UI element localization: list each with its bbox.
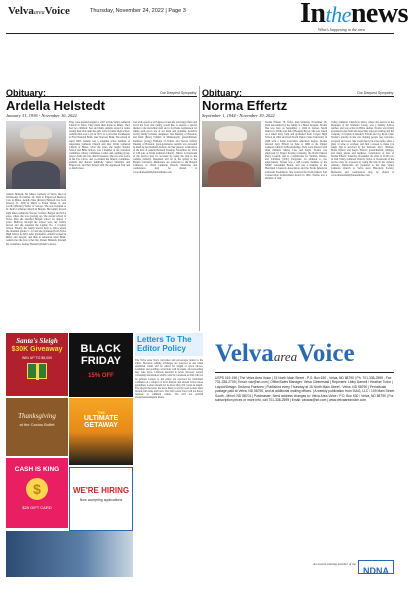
footer-brand-rule xyxy=(215,372,394,373)
footer-brand-area: area xyxy=(273,349,298,364)
ad-raffle-tag: WIN UP TO $5,000 xyxy=(22,356,52,360)
section-tagline: What's happening in the area xyxy=(318,27,365,32)
ad-getaway-line3: GETAWAY xyxy=(84,422,118,429)
ad-strip[interactable] xyxy=(6,531,133,577)
obit2-name: Norma Effertz xyxy=(202,98,288,113)
ad-getaway-line2: ULTIMATE xyxy=(83,415,119,422)
obit1-sponsor: Our Deepest Sympathy xyxy=(160,91,197,95)
obit1-col1: Ardella Helstedt, 86, Minot, formerly of Velva, died on Wednesday, November 16, 2022 at Edgewood Memory Care in Minot. Ardella Mae (Robert) Helstedt was born January 31, 1936 in Minot to Frank Weber, Jr. and Cecilia (Heisler) Weber of Sawyer. She was baptized at St. Paul's Lutheran Church in Bergen. Her family moved eight times within the Sawyer, Voltaire, Bergen and Velva areas, where she was growing up. She started school in Velva, then she attended Bergen school for almost 5 years. Halfway through the school year, her family moved and she attended the Lignite No. 1 Country School. Finally, her family moved back to Velva where she attended grades 5 - 12 and she graduated from Velva High School in 1953. After graduation, Ardella worked in Minot and Sawyer, and then at American State Bank. Ardella met the love of her life, Robert Helstedt, through her roommate, Audrey Helstedt (Robert's sister). xyxy=(6,193,66,246)
obit2-sponsor: Our Deepest Sympathy xyxy=(357,91,394,95)
letters-panel xyxy=(135,333,203,578)
ad-black-friday[interactable] xyxy=(69,333,133,397)
letters-title xyxy=(135,333,203,356)
section-title-news: news xyxy=(350,0,408,29)
obit1-col3: was well-cared for at Edgewood and she was happy there and loved the food. Our family would like to express a special thanks to the incredible staff and to LaVonne Gulbranson for taking such good care of our mom and grandma. Ardella's loving family includes daughters: Sue Dueling of Houston; and Ruth (Peter) Schmitt of Minneapolis; grandchildren: Kathleen (Craig) Eldridge of Dallas and Steven (Mary) Dueling of Houston; great-grandsons. Ardella was preceded in death by her husband, Robert, and her parents. Celebration of the Life of Ardella Helstedt Tuesday, November 22, 2022 at 2:30 p.m. at Christ Lutheran Church - Minot. A livestream of the service may be accessed by using the link in the website obituary. Interment will be in the spring at the Bergen Cemetery. Memorials are preferred to the Bergen Cemetery or Christ Lutheran Church. Memories and condolences may be shared at www.thomasfamilyfuneralhome.com. xyxy=(133,121,197,174)
obit1-label: Obituary: xyxy=(6,88,47,98)
ndna-logo-text: NDNA xyxy=(363,566,389,576)
footer-award-text: An award-winning member of the xyxy=(313,562,356,566)
masthead-area: area xyxy=(33,10,45,16)
letters-body: The Velva Area Voice welcomes and encourages letters to the editor. However, editing privileges are reserved as any items submitted. Items will be edited for length or space allows. Grammar and spelling corrections will be made, and rewording may take place. Libelous material is never allowed. Letters containing information which could be construed as libel will not be printed. Letters to the editor are reserved for individual comment on a subject of local interest and should follow these guidelines: Letters should not be more than 250 words in length. The shorter the letter, the more likely it will be read. Letters must include full name and town. The Velva Area Voice will not honor requests to withhold names. We will not publish anonymous/unsigned letters. xyxy=(135,359,203,400)
ad-raffle-line2: $30K Giveaway xyxy=(11,346,63,353)
masthead-velva: Velva xyxy=(8,5,34,17)
section-title-the: the xyxy=(325,2,351,27)
letters-title-line1: Letters To The xyxy=(137,335,192,344)
ndna-logo xyxy=(358,560,394,574)
footer-brand-velva: Velva xyxy=(215,340,274,367)
obit2-label-rule xyxy=(202,96,394,97)
obit2-dates: September 1, 1944 - November 19, 2022 xyxy=(202,113,275,118)
ad-black-friday-off: 15% OFF xyxy=(88,373,114,379)
obit2-label: Obituary: xyxy=(202,88,243,98)
obit1-photo xyxy=(6,121,66,189)
ad-cash[interactable] xyxy=(6,458,68,528)
section-title-in: In xyxy=(300,0,326,29)
obit1-label-rule xyxy=(6,96,197,97)
ad-getaway-line1: THE xyxy=(97,410,105,415)
masthead-voice: Voice xyxy=(44,5,70,17)
obit1-name: Ardella Helstedt xyxy=(6,98,105,113)
ad-cash-line2: $25 GIFT CARD xyxy=(22,505,52,510)
ad-thanksgiving-line2: at the Cactus Buffet xyxy=(19,422,55,427)
obit2-col1: Norma Effertz, 78, Velva, died Saturday, November 19, 2022 surrounded by her family at a Minot hospital. Norma Dee was born on September 1, 1944 in Lisbon, North Dakota to Willie and Julia (Hoagen) Bryan. She was raised on a small dairy farm and graduated from Cooper High School in 1962 and from North Dakota State University in 1966 with a home economics education degree. Norma married Jerry Effertz on June 4, 1966 at the United Lutheran Church in Breckenridge. They were blessed with three children: Maria, Lisa, and Kayla. Norma was employed by Singer Sewing Company, the North Dakota Dairy Council, and as a nutritionist for Women, Infants, and Children (WIC) Programs. In addition to her employment, Norma was a 4-H Leader, member of the NDSU Centennial Board, and was a member of the Heartland Livestock Association and the North American Limousin Foundation. She received the North Dakota Soil Conservation Achievement Award in 1981. Norma was a member of Oak xyxy=(265,121,327,180)
ad-thanksgiving-line1: Thanksgiving xyxy=(18,412,56,420)
footer-publisher-info: USPS 019-196 | The Velva Area Voice | 15 North Main Street - P.O. Box 630 - Velva, ND 58790 | Ph. 701-338-2599 - Fax 701-338-2709 | Email: vav@srt.com | Office/Sales Manager: Velva Clinberstall | Reporters: Libby Darnell / Heather Tudor | Layout/Design: DeAnna Frantzen | Published every Thursday at 15 North Main Street - Velva, ND 58790 | Periodicals postage paid at Velva, ND 58790, and at additional mailing offices. | A weekly publication from: BAG, LLC / 109 Main Street South - Minot, ND 58701 | Postmaster: Send address changes to: Velva Area Voice / P.O. Box 630 / Velva, ND 58790 | For subscription prices or more info, call 701-338-2599 | Email: vavads@srt.com | www.velvaareavoice.com xyxy=(215,376,395,403)
masthead-logo xyxy=(8,5,88,19)
obit1-dates: January 31, 1936 - November 16, 2022 xyxy=(6,113,77,118)
gift-icon xyxy=(27,363,47,379)
dollar-icon: $ xyxy=(26,478,48,500)
ad-hiring[interactable] xyxy=(69,467,133,531)
ad-thanksgiving[interactable] xyxy=(6,398,68,456)
issue-date-page: Thursday, November 24, 2022 | Page 3 xyxy=(90,8,186,14)
obits-divider xyxy=(199,86,200,331)
footer-brand-voice: Voice xyxy=(297,340,355,367)
ad-hiring-title: WE'RE HIRING xyxy=(72,486,130,495)
ad-black-friday-line1: BLACK xyxy=(80,343,122,355)
section-title xyxy=(300,0,408,29)
ad-black-friday-line2: FRIDAY xyxy=(81,355,121,367)
obit1-col2: They were married August 4, 1957 at Oak Valley Lutheran Church in Velva. They made their home in Minot. They had two children: Sue and Ruth. Ardella stayed at home raising their kids until the girls were in junior high school. Ardella then took a job in 1971 as a part-time bookkeeper at First National Bank, later Norwest Bank. She retired in April 1995. Ardella was a longtime active member of Augustana Lutheran Church and later Christ Lutheran Church of Minot. Over the years she taught Sunday School and Bible School, was a member of the visitation committee, library committee, Ladies Aid, quilting group, prayer chain and was church treasurer. She was also active in the Eve Circle, and co-chaired the funeral committee. Ardella and Robert faithfully visited Stenslie's and Edgewood, and they helped with the Appleseed Fair and so much more. xyxy=(69,121,130,171)
ad-getaway[interactable] xyxy=(69,398,133,465)
obit2-col2: Valley Lutheran Church in Velva, where she served as the President of the Women's Group, was a Sunday School teacher, and was active in Bible studies. Norma was firmly grounded in her faith and especially enjoyed visiting and the company of friends at Reader's Forum and Joy Book Club. Norma's priority in life was making people feel welcome, accepted and loved. She would feed you at her table, share a glass of wine or rootbeer, and find a reason to make you laugh. She is survived by her husband, Jerry; children, Maria Effertz and Kayla Effertz; grandchildren; siblings; and many nieces and nephews. Celebration of Life of Norma Effertz: Saturday, November 26, 2022 at 11:00 a.m. in Oak Valley Lutheran Church, Velva. A livestream of the service may be accessed by using the link in the website obituary. Memorials are preferred to the Oak Valley Lutheran Church or Velva Area Historical Society. Memories and condolences may be shared at www.thomasfamilyfuneralhome.com. xyxy=(331,121,394,177)
footer-brand xyxy=(215,340,395,368)
header-rule xyxy=(6,33,394,34)
ad-raffle[interactable] xyxy=(6,333,68,396)
letters-title-line2: Editor Policy xyxy=(137,344,186,353)
obit2-photo xyxy=(202,121,261,187)
ad-cash-line1: CASH IS KING xyxy=(14,466,60,473)
ad-raffle-line1: Santa's Sleigh xyxy=(16,337,58,345)
ad-hiring-sub: Now accepting applications xyxy=(79,498,123,502)
